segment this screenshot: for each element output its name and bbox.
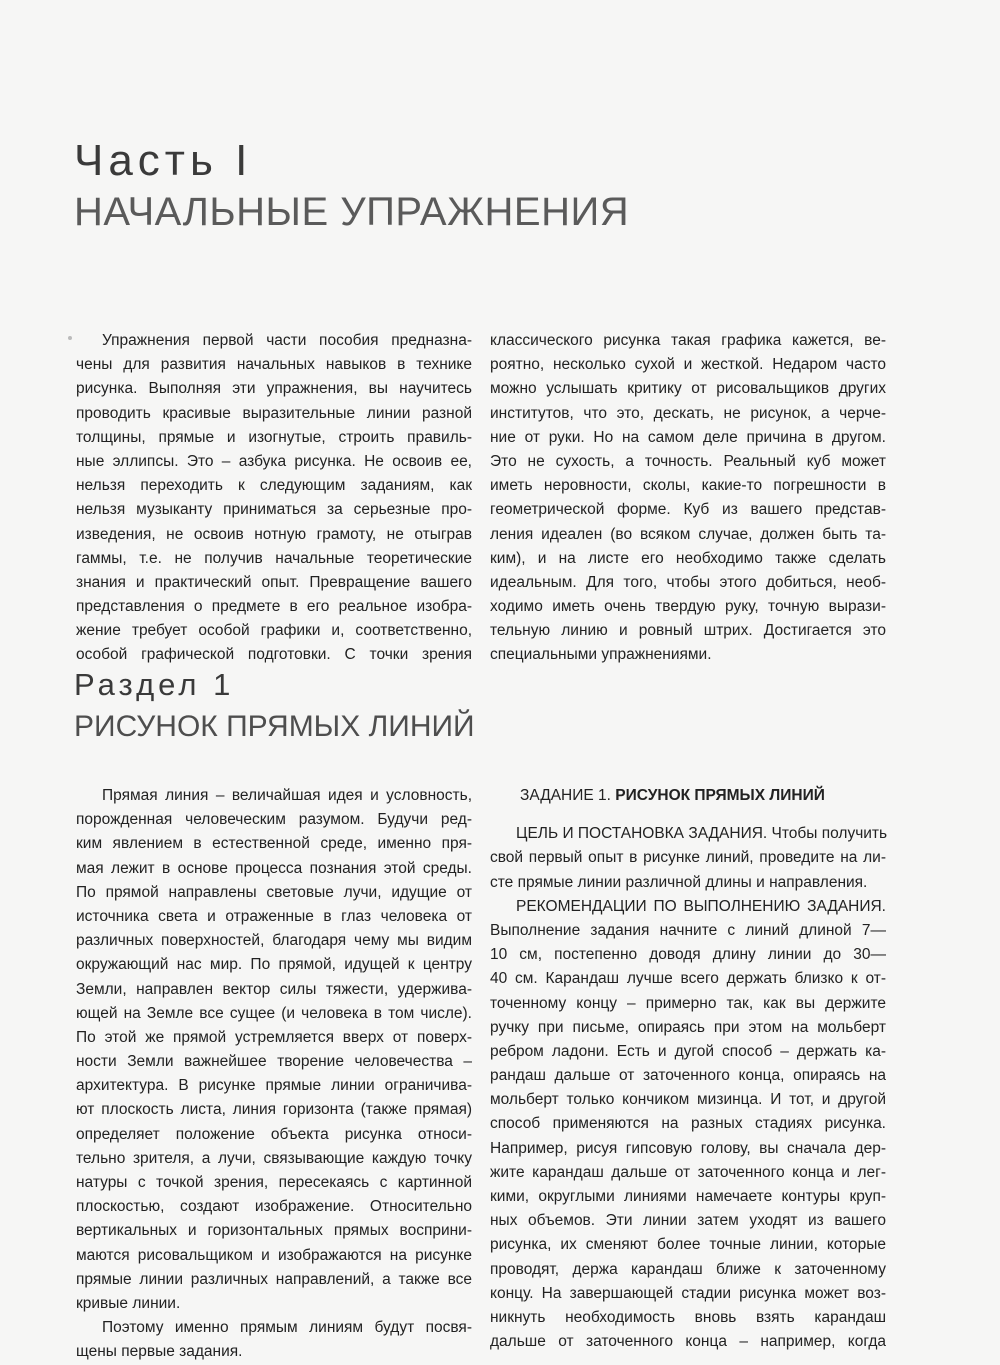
text-line: порожденная человеческим разумом. Будучи ред- (76, 811, 472, 829)
text-line: специальными упражнениями. (490, 646, 712, 664)
text-line: щены первые задания. (76, 1343, 243, 1361)
text-line: источника света и отраженные в глаз человека от (76, 907, 472, 925)
text-line: рандаш дальше от заточенного конца, опираясь на (490, 1067, 886, 1085)
text-line: РЕКОМЕНДАЦИИ ПО ВЫПОЛНЕНИЮ ЗАДАНИЯ. (516, 897, 886, 915)
text-line: Прямая линия – величайшая идея и условность, (102, 787, 472, 804)
text-line: мольберт только кончиком мизинца. И тот, и другой (490, 1091, 886, 1109)
text-line: точенному концу – примерно так, как вы держите (490, 994, 886, 1012)
text-line: натуры с точкой зрения, пересекаясь с картинной (76, 1174, 472, 1191)
task-prefix: ЗАДАНИЕ 1. (520, 787, 611, 804)
text-line: жите карандаш дальше от заточенного конца и лег- (490, 1163, 886, 1181)
text-line: представления о предмете в его реальное изобра- (76, 598, 472, 616)
text-line: геометрической форме. Куб из вашего представ- (490, 501, 886, 519)
section-title: РИСУНОК ПРЯМЫХ ЛИНИЙ (74, 710, 475, 743)
section-label: Раздел 1 (74, 667, 235, 702)
text-line: нельзя музыканту приниматься за серьезные про- (76, 501, 472, 519)
text-line: различных поверхностей, благодаря чему мы видим (76, 932, 472, 950)
text-line: мая лежит в основе процесса познания этой среды. (76, 859, 472, 877)
task-title: РИСУНОК ПРЯМЫХ ЛИНИЙ (615, 787, 825, 804)
text-line: ют плоскость листа, линия горизонта (также прямая) (76, 1101, 472, 1119)
text-line: тельно зрителя, а лучи, связывающие каждую точку (76, 1149, 472, 1167)
text-line: 40 см. Карандаш лучше всего держать близко к от- (490, 970, 886, 988)
text-line: дальше от заточенного конца – например, когда (490, 1333, 886, 1351)
text-line: кривые линии. (76, 1294, 181, 1312)
text-line: иметь неровности, сколы, какие-то погрешности в (490, 477, 886, 495)
text-line: толщины, прямые и изогнутые, строить правиль- (76, 428, 472, 446)
text-line: институтов, что это, дескать, не рисунок, а черче- (490, 404, 886, 422)
part-title: НАЧАЛЬНЫЕ УПРАЖНЕНИЯ (74, 190, 630, 234)
text-line: ления идеален (во всяком случае, должен быть та- (490, 525, 886, 543)
text-line: ходимо иметь очень твердую руку, точную вырази- (490, 598, 886, 616)
text-line: ные эллипсы. Это – азбука рисунка. Не освоив ее, (76, 452, 472, 470)
text-line: проводят, держа карандаш ближе к заточенному (490, 1260, 886, 1278)
text-line: кими, округлыми линиями намечаете контуры круп- (490, 1188, 886, 1205)
text-line: способ применяются на разных стадиях рисунка. (490, 1115, 886, 1133)
text-line: Это не сухость, а точность. Реальный куб может (490, 452, 886, 470)
margin-dot (68, 336, 72, 340)
text-line: По этой же прямой устремляется вверх от поверх- (76, 1028, 472, 1046)
text-line: Например, рисуя гипсовую голову, вы сначала дер- (490, 1139, 886, 1157)
text-line: По прямой направлены световые лучи, идущие от (76, 883, 472, 901)
text-line: чены для развития начальных навыков в технике (76, 356, 472, 374)
text-line: окружающий нас мир. По прямой, идущей к центру (76, 956, 472, 974)
text-line: рисунка. Выполняя эти упражнения, вы научитесь (76, 380, 472, 398)
text-line: прямые линии различных направлений, а также все (76, 1270, 472, 1288)
text-line: Упражнения первой части пособия предназна- (102, 332, 472, 349)
text-line: архитектура. В рисунке прямые линии ограничива- (76, 1077, 472, 1095)
part-label: Часть I (74, 136, 253, 185)
intro-column-left (76, 329, 472, 668)
text-line: тельную линию и ровный штрих. Достигается это (490, 622, 886, 640)
text-line: изведения, не освоив нотную грамоту, не отыграв (76, 525, 472, 543)
text-line: ных объемов. Эти линии затем уходят из вашего (490, 1212, 886, 1230)
text-line: никнуть необходимость вновь взять карандаш (490, 1308, 886, 1326)
text-line: Земли, направлен вектор силы тяжести, удержива- (76, 980, 472, 998)
body-column-right (490, 784, 886, 1354)
text-line: ЦЕЛЬ И ПОСТАНОВКА ЗАДАНИЯ. Чтобы получить (516, 825, 888, 843)
text-line: жение требует особой графики и, соответственно, (76, 622, 472, 640)
body-column-left (76, 784, 472, 1365)
text-line: вертикальных и горизонтальных прямых восприни- (76, 1222, 472, 1240)
text-line: сте прямые линии различной длины и направления. (490, 873, 868, 891)
text-line: знания и практический опыт. Превращение вашего (76, 573, 472, 591)
text-line: особой графической подготовки. С точки зрения (76, 646, 472, 664)
text-line: определяет положение объекта рисунка относи- (76, 1125, 472, 1143)
text-line: ким явлением в естественной среде, именно пря- (76, 835, 472, 853)
task-heading (490, 784, 886, 808)
text-line: 10 см, постепенно доводя длину линии до 30— (490, 946, 886, 964)
intro-column-right (490, 329, 886, 668)
text-line: концу. На завершающей стадии рисунка может воз- (490, 1284, 886, 1302)
text-line: классического рисунка такая графика кажется, ве- (490, 332, 886, 349)
text-line: ребром ладони. Есть и дугой способ – держать ка- (490, 1042, 886, 1060)
text-line: можно услышать критику от рисовальщиков других (490, 380, 886, 398)
spacer (490, 808, 886, 822)
text-line: ручку при письме, опираясь при этом на мольберт (490, 1018, 886, 1036)
text-line: плоскостью, создают изображение. Относительно (76, 1198, 472, 1216)
text-line: рисунка, их сменяют более точные линии, которые (490, 1236, 886, 1254)
text-line: нельзя переходить к следующим заданиям, как (76, 477, 472, 495)
text-line: Выполнение задания начните с линий длиной 7— (490, 921, 886, 939)
text-line: проводить красивые выразительные линии разной (76, 404, 472, 422)
text-line: маются рисовальщиком и изображаются на рисунке (76, 1246, 472, 1264)
text-line: ким), и на листе его необходимо также сделать (490, 549, 886, 567)
text-line: ние от руки. Но на самом деле причина в другом. (490, 428, 886, 446)
text-line: Поэтому именно прямым линиям будут посвя- (102, 1319, 472, 1337)
text-line: роятно, несколько сухой и жесткой. Недаром часто (490, 356, 886, 374)
text-line: ности Земли важнейшее творение человечества – (76, 1053, 472, 1071)
text-line: ющей на Земле все сущее (и человека в том числе). (76, 1004, 472, 1022)
text-line: гаммы, т.е. не получив начальные теоретические (76, 549, 472, 567)
text-line: свой первый опыт в рисунке линий, проведите на ли- (490, 849, 886, 867)
text-line: идеальным. Для того, чтобы этого добиться, необ- (490, 573, 886, 591)
